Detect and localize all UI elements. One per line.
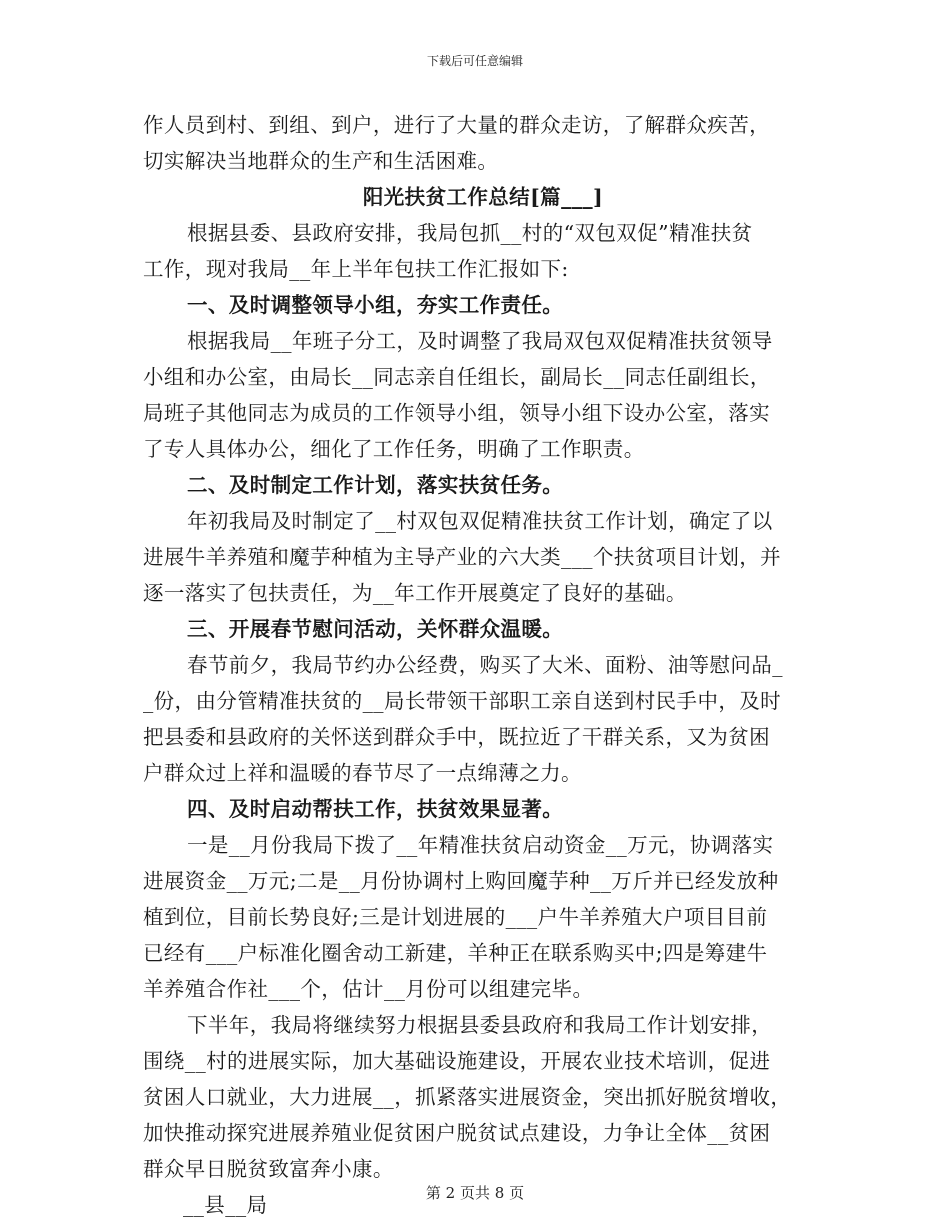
document-body bbox=[143, 107, 803, 1223]
page-footer: 第 2 页共 8 页 bbox=[425, 1184, 525, 1202]
body-text-line: 了专人具体办公，细化了工作任务，明确了工作职责。 bbox=[143, 437, 645, 461]
body-text-line: 进展资金__万元;二是__月份协调村上购回魔芋种__万斤并已经发放种 bbox=[143, 869, 779, 893]
body-text-line: __县__局 bbox=[183, 1193, 268, 1217]
body-text-line: 小组和办公室，由局长__同志亲自任组长，副局长__同志任副组长， bbox=[143, 365, 771, 389]
body-text-line: 羊养殖合作社___个，估计__月份可以组建完毕。 bbox=[143, 977, 594, 1001]
section-title: 阳光扶贫工作总结[篇___] bbox=[362, 185, 604, 209]
body-text-line: 进展牛羊养殖和魔芋种植为主导产业的六大类___个扶贫项目计划，并 bbox=[143, 545, 782, 569]
body-text-line: 根据县委、县政府安排，我局包抓__村的“双包双促”精准扶贫 bbox=[187, 221, 753, 245]
body-text-line: 贫困人口就业，大力进展__，抓紧落实进展资金，突出抓好脱贫增收， bbox=[143, 1085, 792, 1109]
section-heading: 四、及时启动帮扶工作，扶贫效果显著。 bbox=[187, 797, 564, 821]
section-heading: 三、开展春节慰问活动，关怀群众温暖。 bbox=[187, 617, 564, 641]
body-text-line: 户群众过上祥和温暖的春节尽了一点绵薄之力。 bbox=[143, 761, 582, 785]
body-text-line: 围绕__村的进展实际，加大基础设施建设，开展农业技术培训，促进 bbox=[143, 1049, 771, 1073]
body-text-line: 作人员到村、到组、到户，进行了大量的群众走访，了解群众疾苦， bbox=[143, 113, 770, 137]
body-text-line: 群众早日脱贫致富奔小康。 bbox=[143, 1157, 394, 1181]
body-text-line: 工作，现对我局__年上半年包扶工作汇报如下: bbox=[143, 257, 569, 281]
section-heading: 一、及时调整领导小组，夯实工作责任。 bbox=[187, 293, 564, 317]
body-text-line: 加快推动探究进展养殖业促贫困户脱贫试点建设，力争让全体__贫困 bbox=[143, 1121, 771, 1145]
body-text-line: 局班子其他同志为成员的工作领导小组，领导小组下设办公室，落实 bbox=[143, 401, 770, 425]
section-heading: 二、及时制定工作计划，落实扶贫任务。 bbox=[187, 473, 564, 497]
body-text-line: 下半年，我局将继续努力根据县委县政府和我局工作计划安排， bbox=[187, 1013, 773, 1037]
body-text-line: 春节前夕，我局节约办公经费，购买了大米、面粉、油等慰问品_ bbox=[187, 653, 783, 677]
body-text-line: _份，由分管精准扶贫的__局长带领干部职工亲自送到村民手中，及时 bbox=[143, 689, 782, 713]
body-text-line: 年初我局及时制定了__村双包双促精准扶贫工作计划，确定了以 bbox=[187, 509, 773, 533]
body-text-line: 一是__月份我局下拨了__年精准扶贫启动资金__万元，协调落实 bbox=[187, 833, 774, 857]
body-text-line: 把县委和县政府的关怀送到群众手中，既拉近了干群关系，又为贫困 bbox=[143, 725, 770, 749]
body-text-line: 根据我局__年班子分工，及时调整了我局双包双促精准扶贫领导 bbox=[187, 329, 773, 353]
body-text-line: 已经有___户标准化圈舍动工新建，羊种正在联系购买中;四是筹建牛 bbox=[143, 941, 768, 965]
body-text-line: 切实解决当地群众的生产和生活困难。 bbox=[143, 149, 499, 173]
body-text-line: 植到位，目前长势良好;三是计划进展的___户牛羊养殖大户项目目前 bbox=[143, 905, 768, 929]
header-note: 下载后可任意编辑 bbox=[426, 54, 523, 68]
body-text-line: 逐一落实了包扶责任，为__年工作开展奠定了良好的基础。 bbox=[143, 581, 687, 605]
